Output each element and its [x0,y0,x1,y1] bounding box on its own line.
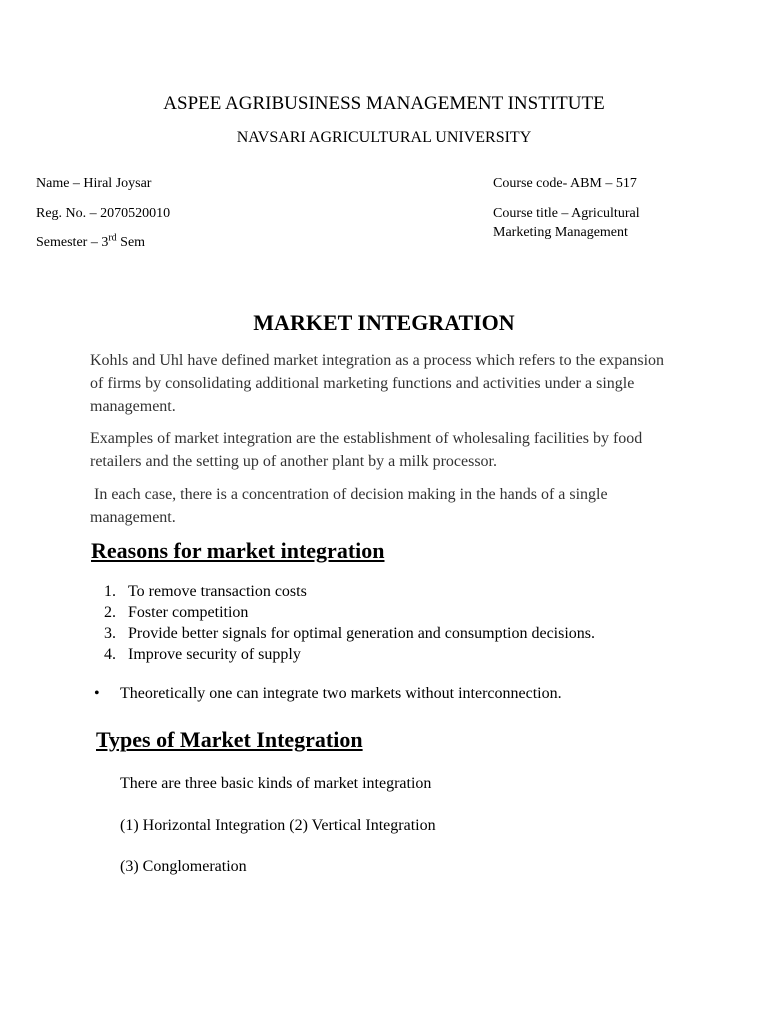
page-title: MARKET INTEGRATION [253,310,515,335]
university-name: NAVSARI AGRICULTURAL UNIVERSITY [236,129,532,146]
list-text: Foster competition [128,604,249,621]
semester-prefix: Semester – 3 [36,235,109,250]
reasons-list [104,581,595,665]
course-title-line2: Marketing Management [493,225,628,240]
list-item [104,602,595,623]
bullet-item [94,685,562,703]
registration-number: Reg. No. – 2070520010 [36,206,171,221]
list-number: 4. [104,646,116,663]
types-line1: (1) Horizontal Integration (2) Vertical Integration [120,817,436,834]
semester [36,234,145,252]
list-item [104,644,595,665]
institute-name: ASPEE AGRIBUSINESS MANAGEMENT INSTITUTE [163,93,605,114]
reasons-heading: Reasons for market integration [91,538,385,563]
bullet-icon: • [94,685,100,702]
paragraph-examples: Examples of market integration are the establishment of wholesaling facilities by food retailers and the setting up of another plant by a milk processor. [90,430,643,470]
list-number: 3. [104,625,116,642]
list-item [104,623,595,644]
list-text: Provide better signals for optimal generation and consumption decisions. [128,625,596,642]
list-number: 2. [104,604,116,621]
course-code: Course code- ABM – 517 [493,176,637,191]
paragraph-definition: Kohls and Uhl have defined market integration as a process which refers to the expansion of firms by consolidating additional marketing functions and activities under a single management. [90,352,665,415]
list-number: 1. [104,583,116,600]
types-line2: (3) Conglomeration [120,858,247,875]
list-text: To remove transaction costs [128,583,307,600]
paragraph-concentration: In each case, there is a concentration of decision making in the hands of a single management. [90,486,612,526]
student-name: Name – Hiral Joysar [36,176,152,191]
types-heading: Types of Market Integration [96,727,363,752]
list-item [104,581,595,602]
semester-sup: rd [108,232,117,244]
bullet-text: Theoretically one can integrate two markets without interconnection. [120,685,562,702]
list-text: Improve security of supply [128,646,301,663]
course-title-line1: Course title – Agricultural [493,206,640,221]
types-intro: There are three basic kinds of market integration [120,775,432,792]
semester-suffix: Sem [116,235,146,250]
